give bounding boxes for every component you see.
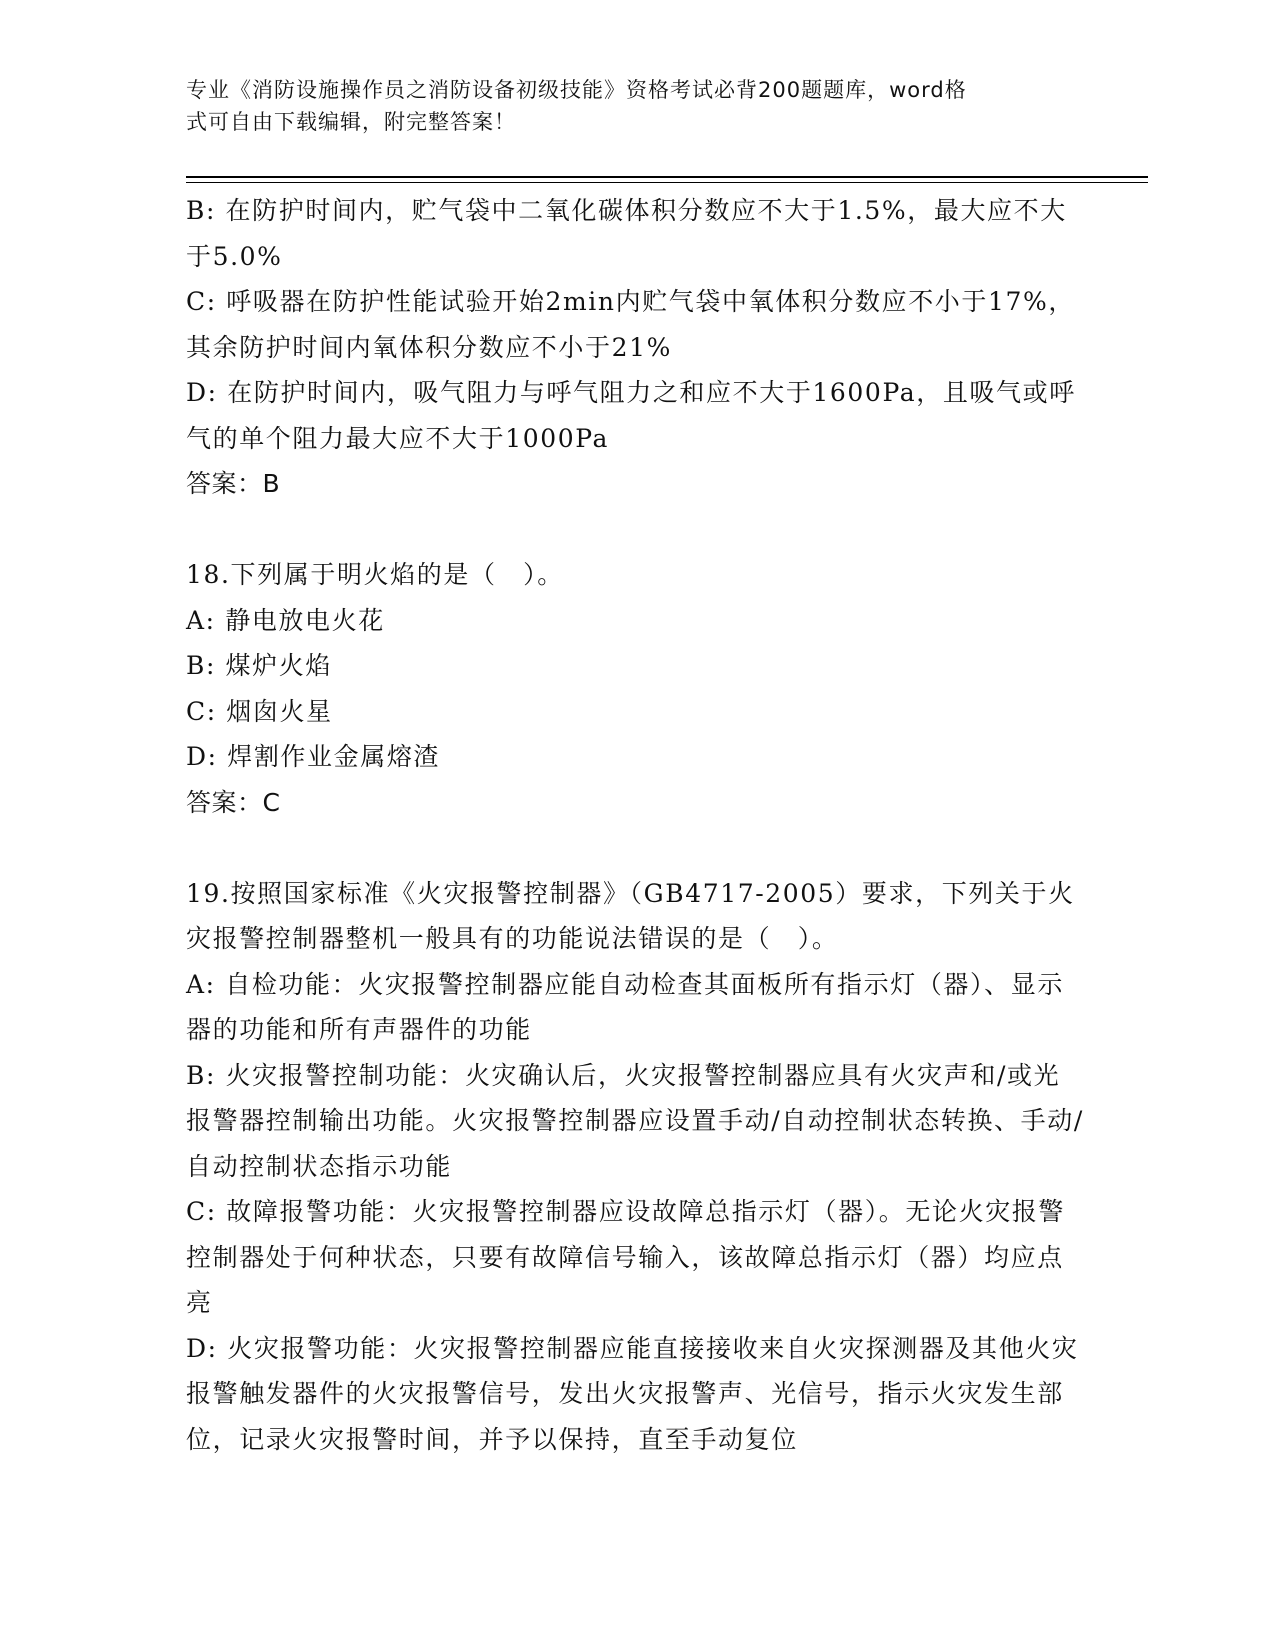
q18-option-c: C: 烟囱火星: [186, 696, 333, 726]
header-line-2: 式可自由下载编辑，附完整答案！: [186, 110, 516, 134]
question-content: [186, 188, 1086, 1462]
spacer: [186, 825, 1086, 871]
q19-option-b: B: 火灾报警控制功能：火灾确认后，火灾报警控制器应具有火灾声和/或光报警器控制输出功能。火灾报警控制器应设置手动/自动控制状态转换、手动/自动控制状态指示功能: [186, 1060, 1084, 1181]
spacer: [186, 507, 1086, 553]
header-divider-thick: [186, 176, 1148, 178]
q19-option-c: C: 故障报警功能：火灾报警控制器应设故障总指示灯（器）。无论火灾报警控制器处于何种状态，只要有故障信号输入，该故障总指示灯（器）均应点亮: [186, 1197, 1066, 1317]
q17-answer: 答案：B: [186, 469, 281, 498]
q17-option-b: B: 在防护时间内，贮气袋中二氧化碳体积分数应不大于1.5%，最大应不大于5.0%: [186, 196, 1067, 271]
header-divider-thin: [186, 182, 1148, 183]
q19-option-a: A: 自检功能：火灾报警控制器应能自动检查其面板所有指示灯（器）、显示器的功能和所有声器件的功能: [186, 969, 1064, 1044]
q18-answer: 答案：C: [186, 787, 281, 817]
q19-option-d: D: 火灾报警功能：火灾报警控制器应能直接接收来自火灾探测器及其他火灾报警触发器件的火灾报警信号，发出火灾报警声、光信号，指示火灾发生部位，记录火灾报警时间，并予以保持，直至手动复位: [186, 1333, 1079, 1454]
q18-option-d: D: 焊割作业金属熔渣: [186, 742, 441, 771]
document-header: [186, 74, 1066, 138]
q18-option-b: B: 煤炉火焰: [186, 651, 332, 680]
q17-option-c: C: 呼吸器在防护性能试验开始2min内贮气袋中氧体积分数应不小于17%，其余防护时间内氧体积分数应不小于21%: [186, 287, 1075, 362]
q19-question: 19.按照国家标准《火灾报警控制器》（GB4717-2005）要求，下列关于火灾报警控制器整机一般具有的功能说法错误的是（ ）。: [186, 878, 1075, 953]
header-line-1: 专业《消防设施操作员之消防设备初级技能》资格考试必背200题题库，word格: [186, 78, 967, 102]
q17-option-d: D: 在防护时间内，吸气阻力与呼气阻力之和应不大于1600Pa，且吸气或呼气的单个阻力最大应不大于1000Pa: [186, 378, 1076, 453]
q18-option-a: A: 静电放电火花: [186, 605, 385, 635]
q18-question: 18.下列属于明火焰的是（ ）。: [186, 560, 564, 589]
